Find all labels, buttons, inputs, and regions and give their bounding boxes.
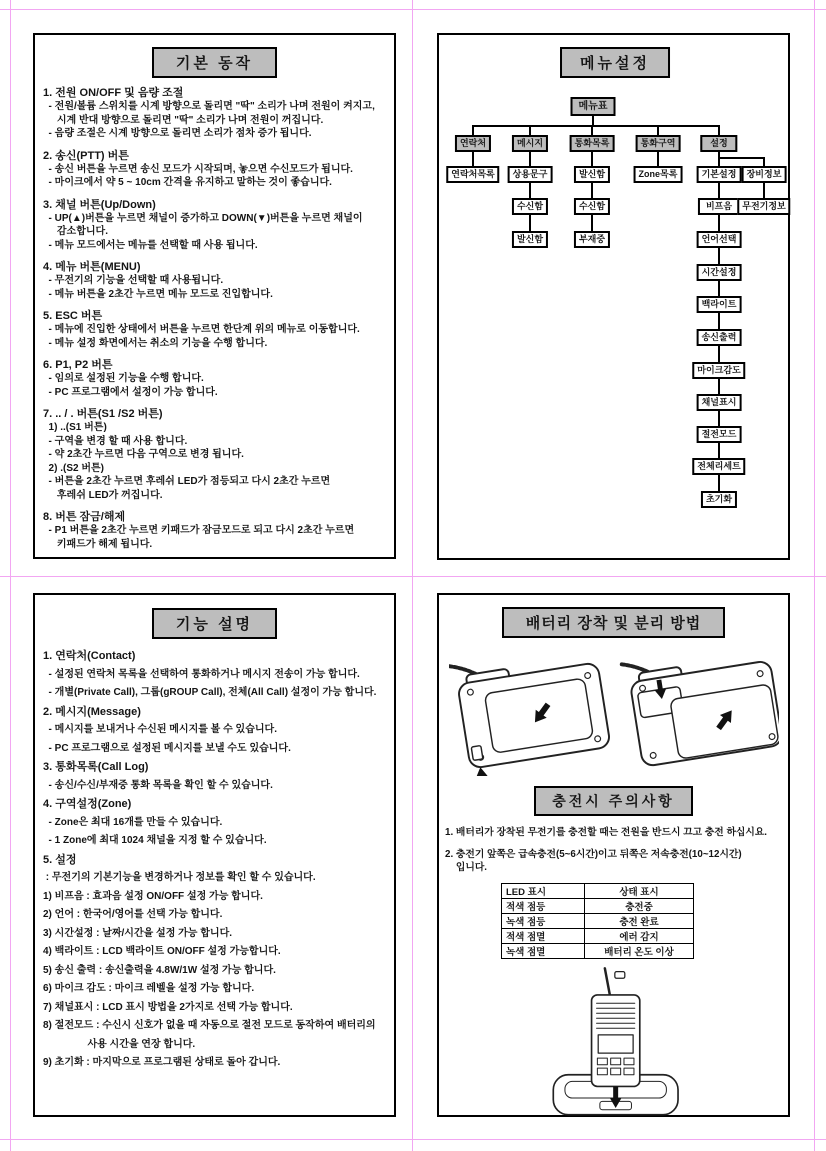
- text-line: - 1 Zone에 최대 1024 채널을 지정 할 수 있습니다.: [43, 835, 267, 846]
- section-heading: 5. ESC 버튼: [43, 310, 103, 322]
- menu-node-time-setting: 시간설정: [697, 264, 742, 281]
- led-status-table: [501, 883, 694, 959]
- text-line: 5) 송신 출력 : 송신출력을 4.8W/1W 설정 가능 합니다.: [43, 964, 276, 976]
- section-heading: 8. 버튼 잠금/해제: [43, 511, 126, 523]
- text-line: 7) 채널표시 : LCD 표시 방법을 2가지로 선택 가능 합니다.: [43, 1001, 293, 1013]
- tree-connector: [529, 151, 531, 231]
- tree-connector: [763, 157, 765, 166]
- text-line: - 개별(Private Call), 그룹(gROUP Call), 전체(All Call) 설정이 가능 합니다.: [43, 687, 377, 698]
- led-cell: 녹색 점등: [502, 914, 585, 929]
- tree-connector: [591, 125, 593, 135]
- text-line: 감소합니다.: [43, 226, 108, 237]
- tree-connector: [657, 125, 659, 135]
- text-line: - 설정된 연락처 목록을 선택하여 통화하거나 메시지 전송이 가능 합니다.: [43, 668, 360, 680]
- menu-node-canned-message: 상용문구: [508, 166, 553, 183]
- text-line: - 구역을 변경 할 때 사용 합니다.: [43, 435, 188, 447]
- table-header-row: [502, 884, 694, 899]
- guide-line-vcenter: [412, 0, 413, 1151]
- guide-line-bottom: [0, 1139, 826, 1140]
- status-cell: 충전 완료: [585, 914, 694, 929]
- menu-node-inbox-message: 수신함: [512, 198, 548, 215]
- text-line: - 메시지를 보내거나 수신된 메시지를 볼 수 있습니다.: [43, 724, 277, 735]
- section-channel-button: [43, 198, 386, 253]
- section-call-log: [43, 758, 386, 795]
- table-header-led: LED 표시: [502, 884, 585, 899]
- text-line: 2) .(S2 버튼): [43, 462, 104, 474]
- table-row: [502, 929, 694, 944]
- guide-line-left: [10, 0, 11, 1151]
- section-heading: 6. P1, P2 버튼: [43, 359, 113, 371]
- text-line: - 송신/수신/부재중 통화 목록을 확인 할 수 있습니다.: [43, 779, 273, 791]
- table-row: [502, 944, 694, 959]
- led-cell: 적색 점등: [502, 899, 585, 914]
- menu-node-calllog: 통화목록: [570, 135, 615, 152]
- menu-node-inbox-calllog: 수신함: [574, 198, 610, 215]
- status-cell: 배터리 온도 이상: [585, 944, 694, 959]
- section-p1-p2-button: [43, 358, 386, 399]
- text-line: - 메뉴 설정 화면에서는 취소의 기능을 수행 합니다.: [43, 337, 268, 349]
- table-header-status: 상태 표시: [585, 884, 694, 899]
- menu-node-language: 언어선택: [697, 231, 742, 248]
- section-key-lock: [43, 510, 386, 551]
- section-heading: 5. 설정: [43, 853, 77, 866]
- text-line: - 버튼을 2초간 누르면 후레쉬 LED가 점등되고 다시 2초간 누르면: [43, 476, 331, 487]
- menu-node-beep: 비프음: [698, 198, 740, 215]
- menu-node-basic-settings: 기본설정: [697, 166, 742, 183]
- menu-node-radio-info: 무전기정보: [737, 198, 790, 215]
- panel-battery: [437, 593, 790, 1117]
- text-line: : 무전기의 기본기능을 변경하거나 정보를 확인 할 수 있습니다.: [43, 872, 316, 883]
- menu-node-backlight: 백라이트: [697, 296, 742, 313]
- text-line: - 음량 조절은 시계 방향으로 돌리면 소리가 점차 증가 됩니다.: [43, 128, 312, 139]
- charging-note: 2. 충전기 앞쪽은 급속충전(5~6시간)이고 뒤쪽은 저속충전(10~12시간): [445, 849, 742, 860]
- panel-title-menu-settings: 메뉴설정: [560, 47, 670, 78]
- panel-title-feature-description: 기능 설명: [152, 608, 277, 639]
- text-line: 8) 절전모드 : 수신시 신호가 없을 때 자동으로 절전 모드로 동작하여 배터리의: [43, 1020, 376, 1031]
- menu-node-zone: 통화구역: [636, 135, 681, 152]
- tree-connector: [472, 125, 720, 127]
- menu-node-outbox: 발신함: [574, 166, 610, 183]
- menu-node-root: 메뉴표: [571, 97, 616, 116]
- section-heading: 1. 연락처(Contact): [43, 650, 136, 662]
- section-settings: [43, 851, 386, 1073]
- text-line: 키패드가 해제 됩니다.: [43, 538, 153, 550]
- tree-connector: [591, 151, 593, 231]
- led-cell: 녹색 점멸: [502, 944, 585, 959]
- menu-node-tx-power: 송신출력: [697, 329, 742, 346]
- text-line: 4) 백라이트 : LCD 백라이트 ON/OFF 설정 가능합니다.: [43, 946, 281, 957]
- text-line: - 송신 버튼을 누르면 송신 모드가 시작되며, 놓으면 수신모드가 됩니다.: [43, 163, 353, 175]
- status-cell: 충전중: [585, 899, 694, 914]
- section-heading: 7. .. / . 버튼(S1 /S2 버튼): [43, 408, 163, 420]
- text-line: - 전원/볼륨 스위치를 시계 방향으로 돌리면 "딱" 소리가 나며 전원이 켜지고,: [43, 101, 375, 112]
- menu-node-device-info: 장비정보: [742, 166, 787, 183]
- text-line: - 메뉴에 진입한 상태에서 버튼을 누르면 한단계 위의 메뉴로 이동합니다.: [43, 324, 360, 335]
- text-line: 2) 언어 : 한국어/영어를 선택 가능 합니다.: [43, 909, 223, 920]
- section-zone-setting: [43, 795, 386, 851]
- text-line: - 마이크에서 약 5 ~ 10cm 간격을 유지하고 말하는 것이 좋습니다.: [43, 177, 332, 188]
- menu-node-zone-list: Zone목록: [634, 166, 683, 183]
- menu-node-channel-display: 채널표시: [697, 394, 742, 411]
- menu-node-full-reset: 전체리세트: [692, 458, 745, 475]
- text-line: - PC 프로그램으로 설정된 메시지를 보낼 수도 있습니다.: [43, 742, 291, 754]
- menu-node-initialize: 초기화: [701, 491, 737, 508]
- section-heading: 2. 송신(PTT) 버튼: [43, 149, 129, 162]
- menu-node-power-save: 절전모드: [697, 426, 742, 443]
- battery-attach-detach-illustration: [449, 644, 779, 776]
- panel-basic-operation: [33, 33, 396, 559]
- panel-menu-settings: [437, 33, 790, 560]
- panel-subtitle-charging-caution: 충전시 주의사항: [534, 786, 693, 816]
- text-line: - 약 2초간 누르면 다음 구역으로 변경 됩니다.: [43, 449, 244, 460]
- tree-connector: [718, 125, 720, 135]
- menu-node-settings: 설정: [700, 135, 737, 152]
- menu-node-mic-gain: 마이크감도: [692, 362, 745, 379]
- menu-node-message: 메시지: [512, 135, 548, 152]
- table-row: [502, 914, 694, 929]
- section-heading: 2. 메시지(Message): [43, 705, 141, 718]
- text-line: 1) ..(S1 버튼): [43, 422, 107, 433]
- panel-feature-description: [33, 593, 396, 1117]
- section-heading: 3. 통화목록(Call Log): [43, 761, 149, 773]
- text-line: 6) 마이크 감도 : 마이크 레벨을 설정 가능 합니다.: [43, 983, 255, 994]
- feature-description-content: [35, 647, 394, 1073]
- text-line: 시계 반대 방향으로 돌리면 "딱" 소리가 나며 전원이 꺼집니다.: [43, 114, 324, 126]
- section-heading: 1. 전원 ON/OFF 및 음량 조절: [43, 87, 184, 99]
- section-esc-button: [43, 309, 386, 350]
- tree-connector: [472, 151, 474, 166]
- tree-connector: [657, 151, 659, 166]
- text-line: 후레쉬 LED가 꺼집니다.: [43, 489, 163, 501]
- text-line: - 메뉴 모드에서는 메뉴를 선택할 때 사용 됩니다.: [43, 239, 258, 251]
- section-s1-s2-button: [43, 407, 386, 502]
- tree-connector: [472, 125, 474, 135]
- guide-line-right: [814, 0, 815, 1151]
- section-power-volume: [43, 86, 386, 141]
- led-cell: 적색 점멸: [502, 929, 585, 944]
- guide-line-top: [0, 9, 826, 10]
- text-line: - Zone은 최대 16개를 만들 수 있습니다.: [43, 816, 223, 828]
- section-menu-button: [43, 260, 386, 301]
- text-line: - 무전기의 기능을 선택할 때 사용됩니다.: [43, 275, 224, 286]
- section-contact: [43, 647, 386, 703]
- section-heading: 4. 메뉴 버튼(MENU): [43, 261, 141, 273]
- table-row: [502, 899, 694, 914]
- text-line: 3) 시간설정 : 날짜/시간을 설정 가능 합니다.: [43, 927, 233, 939]
- status-cell: 에러 감지: [585, 929, 694, 944]
- menu-node-missed-call: 부재중: [574, 231, 610, 248]
- text-line: - 메뉴 버튼을 2초간 누르면 메뉴 모드로 진입합니다.: [43, 288, 273, 300]
- panel-title-basic-operation: 기본 동작: [152, 47, 277, 78]
- text-line: - PC 프로그램에서 설정이 가능 합니다.: [43, 386, 218, 398]
- menu-node-contacts: 연락처: [455, 135, 491, 152]
- text-line: 사용 시간을 연장 합니다.: [43, 1038, 196, 1050]
- text-line: - 임의로 설정된 기능을 수행 합니다.: [43, 373, 204, 384]
- tree-connector: [718, 157, 764, 159]
- menu-node-contact-list: 연락처목록: [446, 166, 499, 183]
- text-line: - P1 버튼을 2초간 누르면 키패드가 잠금모드로 되고 다시 2초간 누르면: [43, 525, 355, 536]
- text-line: 1) 비프음 : 효과음 설정 ON/OFF 설정 가능 합니다.: [43, 890, 263, 902]
- charging-note: 1. 배터리가 장착된 무전기를 충전할 때는 전원을 반드시 끄고 충전 하십시요.: [445, 827, 768, 838]
- panel-title-battery: 배터리 장착 및 분리 방법: [502, 607, 726, 638]
- tree-connector: [529, 125, 531, 135]
- charging-note: 입니다.: [445, 862, 488, 873]
- section-heading: 3. 채널 버튼(Up/Down): [43, 198, 156, 211]
- charger-illustration: [524, 965, 704, 1123]
- section-message: [43, 703, 386, 759]
- basic-operation-content: [35, 86, 394, 551]
- text-line: - UP(▲)버튼을 누르면 채널이 증가하고 DOWN(▼)버튼을 누르면 채널이: [43, 212, 363, 224]
- section-heading: 4. 구역설정(Zone): [43, 798, 132, 810]
- menu-node-outbox-message: 발신함: [512, 231, 548, 248]
- guide-line-hcenter: [0, 576, 826, 577]
- section-ptt-button: [43, 149, 386, 190]
- tree-connector: [763, 182, 765, 198]
- text-line: 9) 초기화 : 마지막으로 프로그램된 상태로 돌아 갑니다.: [43, 1057, 281, 1068]
